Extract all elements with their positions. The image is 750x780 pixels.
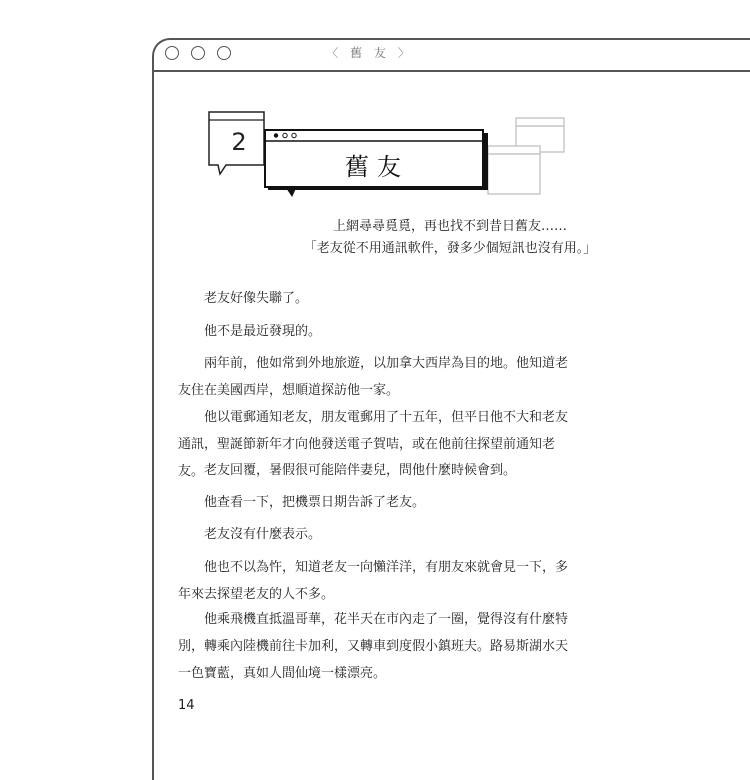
chapter-title: 舊友 bbox=[345, 153, 409, 181]
decorative-window-icon bbox=[488, 146, 540, 194]
body-paragraph: 兩年前，他如常到外地旅遊，以加拿大西岸為目的地。他知道老友住在美國西岸，想順道探訪他一家。 bbox=[178, 356, 569, 398]
chapter-number: 2 bbox=[231, 128, 247, 156]
body-paragraph: 他以電郵通知老友，朋友電郵用了十五年，但平日他不大和老友通訊，聖誕節新年才向他發送電子賀咭，或在他前往探望前通知老友。 bbox=[178, 410, 569, 479]
body-paragraph: 他乘飛機直抵溫哥華，花半天在市內走了一圈，覺得沒有什麼特別，轉乘內陸機前往卡加利，又轉車到度假小鎮班夫。路易斯湖水天一色寶藍，真如人間仙境一樣漂亮。 bbox=[178, 612, 569, 681]
body-paragraph: 他查看一下，把機票日期告訴了老友。 bbox=[204, 495, 426, 510]
page-number: 14 bbox=[178, 698, 195, 713]
chapter-subtitle-line: 上網尋尋覓覓，再也找不到昔日舊友…… bbox=[332, 219, 567, 234]
running-header: 〈 舊 友 〉 bbox=[326, 46, 414, 60]
chapter-subtitle-line: 「老友從不用通訊軟件，發多少個短訊也沒有用。」 bbox=[303, 241, 597, 256]
body-paragraph: 老友回覆，暑假很可能陪伴妻兒，問他什麼時候會到。 bbox=[204, 463, 517, 478]
body-paragraph: 他也不以為忤，知道老友一向懶洋洋，有朋友來就會見一下，多年來去探望老友的人不多。 bbox=[178, 560, 569, 602]
body-paragraph: 他不是最近發現的。 bbox=[204, 324, 322, 339]
body-paragraph: 老友沒有什麼表示。 bbox=[204, 527, 322, 542]
body-paragraph: 老友好像失聯了。 bbox=[204, 291, 309, 306]
